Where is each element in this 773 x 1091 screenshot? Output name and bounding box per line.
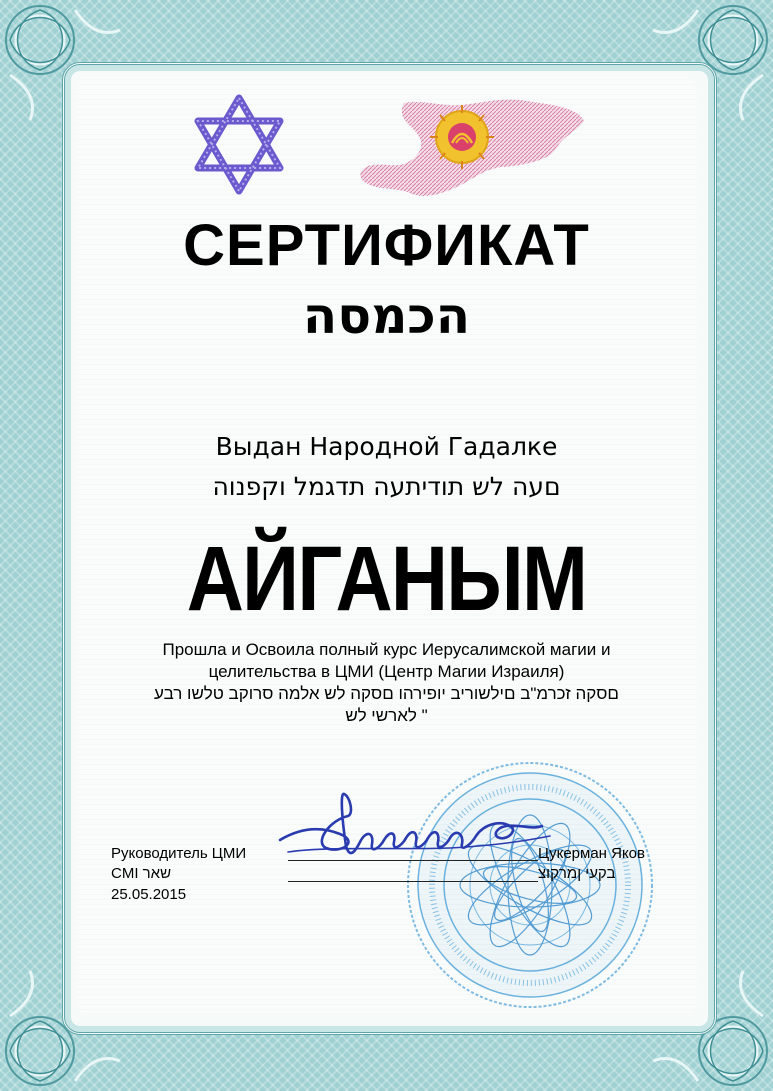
certificate-title: СЕРТИФИКАТ: [183, 213, 590, 278]
signer-title: Руководитель ЦМИ: [111, 845, 247, 862]
certificate-date: 25.05.2015: [111, 886, 187, 903]
signer-title-hebrew: שאר CMI: [111, 865, 172, 882]
handwritten-signature: [270, 790, 560, 880]
course-description-line-2: целительства в ЦМИ (Центр Магии Израиля): [208, 662, 565, 681]
signature-line-2: [288, 881, 538, 882]
issued-to-label: Выдан Народной Гадалке: [215, 432, 558, 461]
signer-name: Цукерман Яков: [538, 845, 645, 862]
star-of-david-icon: [192, 92, 287, 197]
signer-name-hebrew: בקעי ןמרקוצ: [538, 865, 616, 882]
kyrgyzstan-flag-map-icon: [352, 95, 592, 205]
certificate-title-hebrew: הכמסה: [302, 287, 471, 345]
issued-to-label-hebrew: םעה לש תודיתעה תדגמל וקפנוה: [212, 472, 561, 501]
course-description-hebrew-line-2: " לארשי לש: [345, 706, 428, 725]
course-description-hebrew-line-1: םסקה זכרמ"ב םילשוריב יופירהו םסקה לש אלמה סרוקב טלשו רבע: [154, 684, 619, 703]
recipient-name: АЙГАНЫМ: [186, 528, 587, 630]
course-description-line-1: Прошла и Освоила полный курс Иерусалимской магии и: [162, 640, 611, 659]
